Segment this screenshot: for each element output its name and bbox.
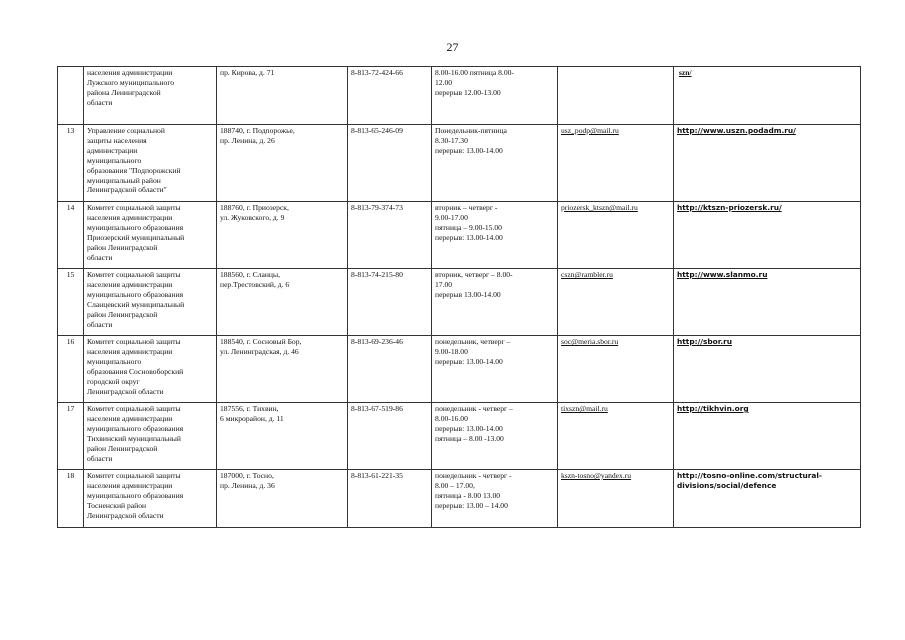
website-link[interactable]: szn/ (678, 68, 692, 77)
organization-cell: населения администрации Лужского муниципального района Ленинградской области (84, 67, 217, 125)
organization-cell: Комитет социальной защиты населения администрации муниципального образования Тихвинский муниципальный район Ленинградской области (84, 403, 217, 470)
website-cell (674, 125, 861, 202)
address-cell: 187556, г. Тихвин, 6 микрорайон, д. 11 (217, 403, 348, 470)
website-cell (674, 403, 861, 470)
address-cell: 188740, г. Подпорожье, пр. Ленина, д. 26 (217, 125, 348, 202)
table-row (58, 470, 861, 528)
hours-cell: вторник, четверг – 8.00- 17.00 перерыв 13.00-14.00 (432, 269, 558, 336)
website-link[interactable]: http://tosno-online.com/structural- divisions/social/defence (677, 471, 822, 490)
phone-cell: 8-813-65-246-09 (348, 125, 432, 202)
email-link[interactable]: usz_podp@mail.ru (561, 126, 619, 135)
table-row (58, 202, 861, 269)
table-row (58, 67, 861, 125)
email-cell (558, 67, 674, 125)
website-link[interactable]: http://www.slanmo.ru (677, 270, 768, 279)
organization-cell: Комитет социальной защиты населения администрации муниципального образования Тосненский район Ленинградской области (84, 470, 217, 528)
email-cell (558, 202, 674, 269)
phone-cell: 8-813-72-424-66 (348, 67, 432, 125)
address-cell: 188760, г. Приозерск, ул. Жуковского, д. 9 (217, 202, 348, 269)
row-number: 18 (58, 470, 84, 528)
website-link[interactable]: http://ktszn-priozersk.ru/ (677, 203, 782, 212)
address-cell: 188560, г. Сланцы, пер.Трестовский, д. 6 (217, 269, 348, 336)
row-number: 15 (58, 269, 84, 336)
website-cell (674, 336, 861, 403)
organization-cell: Управление социальной защиты населения администрации муниципального образования "Подпорожский муниципальный район Ленинградской области" (84, 125, 217, 202)
email-link[interactable]: tixszn@mail.ru (561, 404, 608, 413)
table-row (58, 269, 861, 336)
email-cell (558, 470, 674, 528)
hours-cell: понедельник - четверг – 8.00-16.00 перерыв: 13.00-14.00 пятница – 8.00 -13.00 (432, 403, 558, 470)
email-link[interactable]: cszn@rambler.ru (561, 270, 613, 279)
organization-cell: Комитет социальной защиты населения администрации муниципального образования Сланцевский муниципальный район Ленинградской области (84, 269, 217, 336)
row-number: 14 (58, 202, 84, 269)
email-link[interactable]: kszn-tosno@yandex.ru (561, 471, 632, 480)
website-cell (674, 470, 861, 528)
address-cell: пр. Кирова, д. 71 (217, 67, 348, 125)
organization-cell: Комитет социальной защиты населения администрации муниципального образования Приозерский муниципальный район Ленинградской области (84, 202, 217, 269)
website-link[interactable]: http://sbor.ru (677, 337, 733, 346)
website-cell (674, 269, 861, 336)
website-link[interactable]: http://www.uszn.podadm.ru/ (677, 126, 796, 135)
phone-cell: 8-813-67-519-86 (348, 403, 432, 470)
row-number: 17 (58, 403, 84, 470)
phone-cell: 8-813-69-236-46 (348, 336, 432, 403)
website-cell (674, 202, 861, 269)
social-protection-table (57, 66, 861, 528)
email-link[interactable]: soc@meria.sbor.ru (561, 337, 619, 346)
table-row (58, 125, 861, 202)
email-cell (558, 269, 674, 336)
row-number: 13 (58, 125, 84, 202)
hours-cell: понедельник - четверг - 8.00 – 17.00, пятница - 8.00 13.00 перерыв: 13.00 – 14.00 (432, 470, 558, 528)
website-link[interactable]: http://tikhvin.org (677, 404, 749, 413)
address-cell: 187000, г. Тосно, пр. Ленина, д. 36 (217, 470, 348, 528)
email-cell (558, 403, 674, 470)
hours-cell: понедельник, четверг – 9.00-18.00 перерыв: 13.00-14.00 (432, 336, 558, 403)
page-number: 27 (446, 40, 459, 54)
email-cell (558, 125, 674, 202)
hours-cell: 8.00-16.00 пятница 8.00- 12.00 перерыв 12.00-13.00 (432, 67, 558, 125)
table-row (58, 403, 861, 470)
organization-cell: Комитет социальной защиты населения администрации муниципального образования Сосновоборский городской округ Ленинградской области (84, 336, 217, 403)
table-row (58, 336, 861, 403)
hours-cell: Понедельник-пятница 8.30-17.30 перерыв: 13.00-14.00 (432, 125, 558, 202)
row-number (58, 67, 84, 125)
phone-cell: 8-813-61-221-35 (348, 470, 432, 528)
address-cell: 188540, г. Сосновый Бор, ул. Ленинградская, д. 46 (217, 336, 348, 403)
website-cell (674, 67, 861, 125)
email-link[interactable]: priozersk_ktszn@mail.ru (561, 203, 638, 212)
email-cell (558, 336, 674, 403)
hours-cell: вторник – четверг - 9.00-17.00 пятница – 9.00-15.00 перерыв: 13.00-14.00 (432, 202, 558, 269)
row-number: 16 (58, 336, 84, 403)
phone-cell: 8-813-74-215-80 (348, 269, 432, 336)
phone-cell: 8-813-79-374-73 (348, 202, 432, 269)
